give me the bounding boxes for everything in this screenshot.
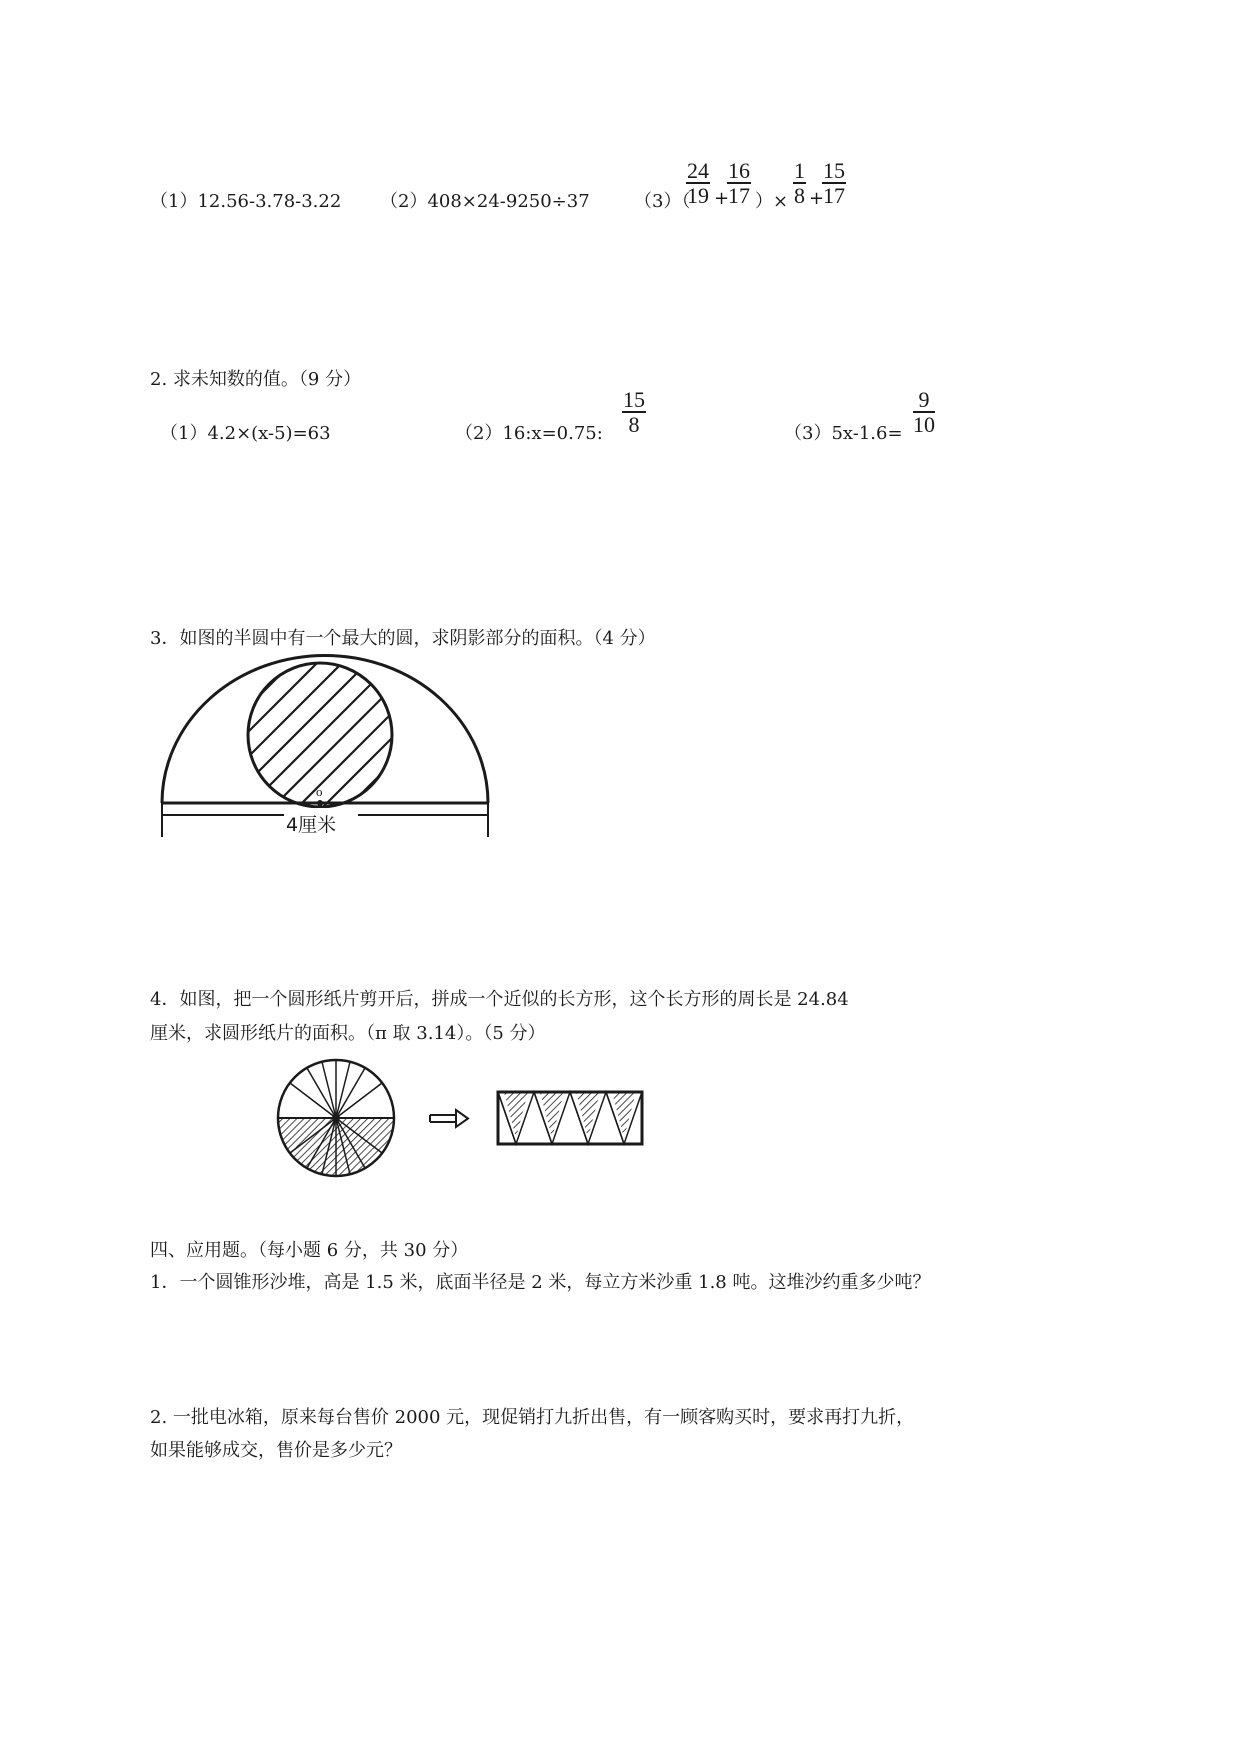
section-3-title: 3．如图的半圆中有一个最大的圆，求阴影部分的面积。（4 分） (150, 628, 656, 649)
fraction-1-8 (793, 160, 806, 207)
calc-problem-3-mid: ）× (755, 191, 789, 212)
fraction-denominator: 8 (628, 412, 640, 437)
fraction-numerator: 15 (623, 387, 645, 412)
section-4-line-2: 厘米，求圆形纸片的面积。（π 取 3.14）。（5 分） (150, 1023, 546, 1044)
part-4-title: 四、应用题。（每小题 6 分，共 30 分） (150, 1240, 469, 1261)
equation-3: （3）5x-1.6= (784, 423, 903, 444)
arrow-icon (430, 1110, 468, 1127)
calc-problem-2: （2）408×24-9250÷37 (380, 191, 590, 212)
fraction-numerator: 16 (728, 158, 750, 183)
calc-problem-1: （1）12.56-3.78-3.22 (150, 191, 342, 212)
word-problem-2-line-2: 如果能够成交，售价是多少元？ (150, 1440, 402, 1461)
rectangle-shaded-sectors (504, 1092, 636, 1138)
fraction-15-17 (822, 160, 846, 207)
fraction-denominator: 17 (823, 183, 845, 208)
equation-1: （1）4.2×(x-5)=63 (160, 423, 331, 444)
fraction-16-17 (727, 160, 751, 207)
fraction-denominator: 10 (913, 412, 935, 437)
fraction-9-10 (913, 389, 935, 436)
word-problem-1: 1．一个圆锥形沙堆，高是 1.5 米，底面半径是 2 米，每立方米沙重 1.8 吨。这堆沙约重多少吨？ (150, 1272, 931, 1293)
section-4-line-1: 4．如图，把一个圆形纸片剪开后，拼成一个近似的长方形，这个长方形的周长是 24.84 (150, 989, 849, 1010)
fraction-denominator: 17 (728, 183, 750, 208)
equation-2: （2）16:x=0.75: (455, 423, 603, 444)
center-point (317, 800, 323, 806)
calc-problem-3-prefix: （3）（ (634, 191, 691, 212)
circle-center (332, 1114, 340, 1122)
fraction-15-8 (622, 389, 646, 436)
fraction-numerator: 9 (913, 389, 935, 413)
plus-sign: + (809, 188, 825, 209)
fraction-24-19 (686, 160, 710, 207)
fraction-denominator: 8 (794, 183, 805, 208)
fraction-numerator: 1 (794, 158, 805, 183)
plus-sign: + (714, 188, 730, 209)
word-problem-2-line-1: 2. 一批电冰箱，原来每台售价 2000 元，现促销打九折出售，有一顾客购买时，要求再打九折， (150, 1407, 915, 1428)
fraction-numerator: 15 (823, 158, 845, 183)
semicircle-figure (150, 650, 510, 840)
center-label: o (316, 784, 323, 799)
dimension-label: 4厘米 (286, 814, 337, 836)
fraction-numerator: 24 (687, 158, 709, 183)
circle-to-rectangle-figure (272, 1058, 672, 1186)
section-2-title: 2. 求未知数的值。（9 分） (150, 369, 362, 390)
fraction-denominator: 19 (687, 183, 709, 208)
